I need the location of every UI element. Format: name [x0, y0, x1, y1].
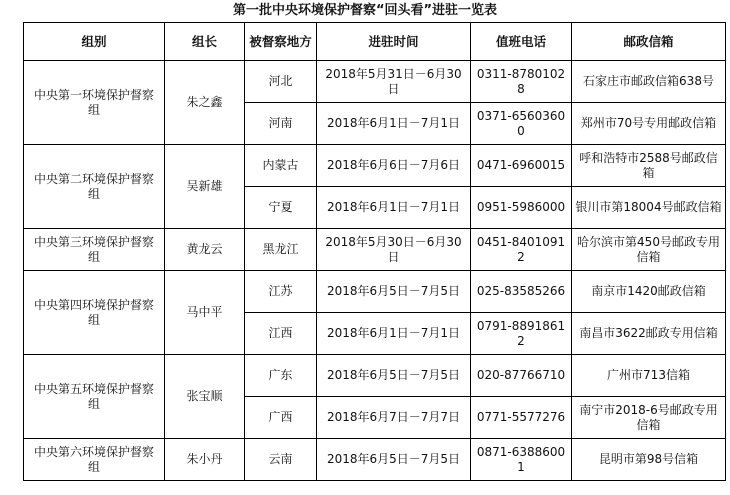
mailbox-cell: 郑州市70号专用邮政信箱 — [572, 103, 726, 145]
phone-cell: 0771-5577276 — [471, 397, 572, 439]
mailbox-cell: 石家庄市邮政信箱638号 — [572, 61, 726, 103]
leader-cell: 马中平 — [165, 271, 245, 355]
table-row — [24, 229, 726, 271]
region-cell: 河南 — [245, 103, 317, 145]
period-cell: 2018年6月1日－7月1日 — [317, 103, 471, 145]
inspection-table — [23, 22, 726, 481]
region-cell: 河北 — [245, 61, 317, 103]
leader-cell: 张宝顺 — [165, 355, 245, 439]
header-group: 组别 — [24, 23, 165, 61]
mailbox-cell: 南昌市3622邮政专用信箱 — [572, 313, 726, 355]
phone-cell: 020-87766710 — [471, 355, 572, 397]
phone-cell: 0451-84010912 — [471, 229, 572, 271]
period-cell: 2018年6月1日－7月1日 — [317, 313, 471, 355]
table-row — [24, 355, 726, 397]
table-row — [24, 61, 726, 103]
region-cell: 黑龙江 — [245, 229, 317, 271]
group-name-cell: 中央第三环境保护督察组 — [24, 229, 165, 271]
period-cell: 2018年6月5日－7月5日 — [317, 355, 471, 397]
region-cell: 云南 — [245, 439, 317, 481]
header-row — [24, 23, 726, 61]
mailbox-cell: 银川市第18004号邮政信箱 — [572, 187, 726, 229]
mailbox-cell: 南宁市2018-6号邮政专用信箱 — [572, 397, 726, 439]
group-name-cell: 中央第四环境保护督察组 — [24, 271, 165, 355]
table-row — [24, 271, 726, 313]
leader-cell: 吴新雄 — [165, 145, 245, 229]
period-cell: 2018年6月6日－7月6日 — [317, 145, 471, 187]
phone-cell: 0791-88918612 — [471, 313, 572, 355]
region-cell: 宁夏 — [245, 187, 317, 229]
header-region: 被督察地方 — [245, 23, 317, 61]
period-cell: 2018年6月5日－7月5日 — [317, 271, 471, 313]
phone-cell: 0471-6960015 — [471, 145, 572, 187]
region-cell: 内蒙古 — [245, 145, 317, 187]
phone-cell: 0371-65603600 — [471, 103, 572, 145]
header-period: 进驻时间 — [317, 23, 471, 61]
mailbox-cell: 昆明市第98号信箱 — [572, 439, 726, 481]
region-cell: 江西 — [245, 313, 317, 355]
leader-cell: 朱小丹 — [165, 439, 245, 481]
period-cell: 2018年6月5日－7月5日 — [317, 439, 471, 481]
region-cell: 广西 — [245, 397, 317, 439]
phone-cell: 0311-87801028 — [471, 61, 572, 103]
region-cell: 江苏 — [245, 271, 317, 313]
group-name-cell: 中央第五环境保护督察组 — [24, 355, 165, 439]
mailbox-cell: 广州市713信箱 — [572, 355, 726, 397]
period-cell: 2018年5月30日－6月30日 — [317, 229, 471, 271]
group-name-cell: 中央第一环境保护督察组 — [24, 61, 165, 145]
mailbox-cell: 呼和浩特市2588号邮政信箱 — [572, 145, 726, 187]
table-row — [24, 439, 726, 481]
period-cell: 2018年5月31日－6月30日 — [317, 61, 471, 103]
phone-cell: 0951-5986000 — [471, 187, 572, 229]
region-cell: 广东 — [245, 355, 317, 397]
leader-cell: 黄龙云 — [165, 229, 245, 271]
phone-cell: 0871-63886001 — [471, 439, 572, 481]
group-name-cell: 中央第六环境保护督察组 — [24, 439, 165, 481]
period-cell: 2018年6月1日－7月1日 — [317, 187, 471, 229]
header-leader: 组长 — [165, 23, 245, 61]
header-phone: 值班电话 — [471, 23, 572, 61]
document-title: 第一批中央环境保护督察“回头看”进驻一览表 — [232, 3, 498, 18]
mailbox-cell: 南京市1420邮政信箱 — [572, 271, 726, 313]
table-row — [24, 145, 726, 187]
leader-cell: 朱之鑫 — [165, 61, 245, 145]
period-cell: 2018年6月7日－7月7日 — [317, 397, 471, 439]
group-name-cell: 中央第二环境保护督察组 — [24, 145, 165, 229]
phone-cell: 025-83585266 — [471, 271, 572, 313]
mailbox-cell: 哈尔滨市第450号邮政专用信箱 — [572, 229, 726, 271]
header-mailbox: 邮政信箱 — [572, 23, 726, 61]
